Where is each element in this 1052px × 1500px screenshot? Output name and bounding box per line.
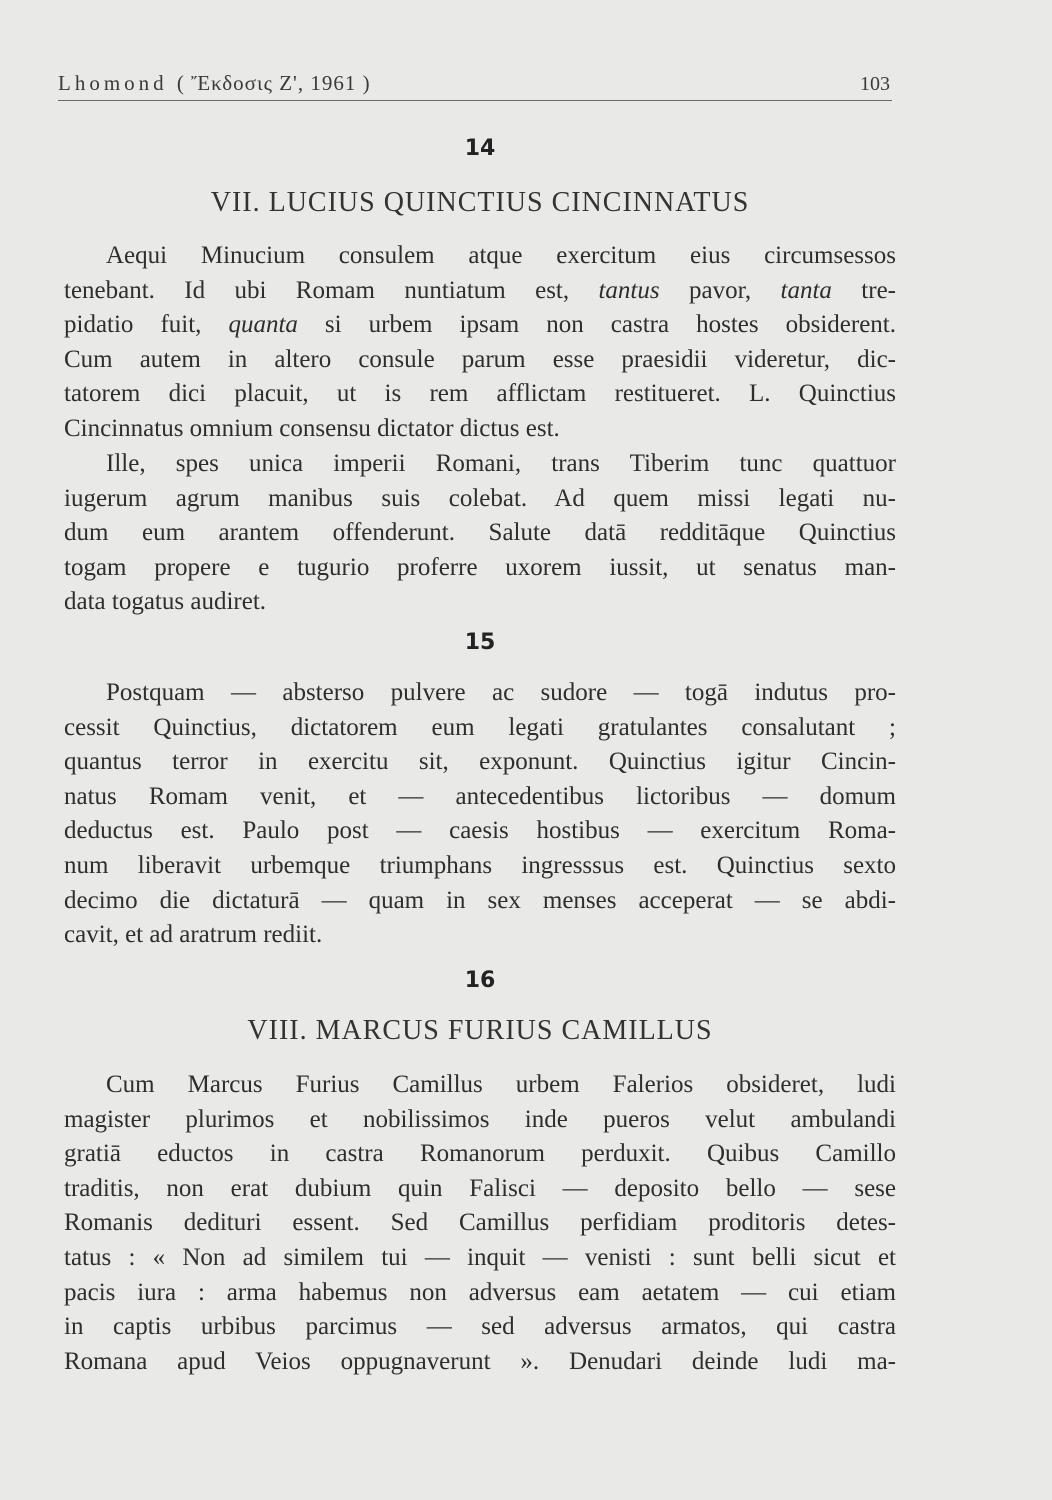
paragraph-postquam <box>64 676 896 953</box>
section-number-16: 16 <box>464 968 496 993</box>
paragraph-cum-marcus <box>64 1068 896 1379</box>
text-line: Cum autem in altero consule parum esse praesidii videretur, dic- <box>64 345 896 373</box>
header-edition: ( Ἔκδοσις Ζ', 1961 ) <box>176 71 371 95</box>
text-line: traditis, non erat dubium quin Falisci — deposito bello — sese <box>64 1174 896 1202</box>
text-line: data togatus audiret. <box>64 588 267 616</box>
text-line: Romana apud Veios oppugnaverunt ». Denudari deinde ludi ma- <box>64 1347 896 1375</box>
text-line: dum eum arantem offenderunt. Salute datā redditāque Quinctius <box>64 519 896 547</box>
text-line: in captis urbibus parcimus — sed adversus armatos, qui castra <box>64 1313 896 1341</box>
text-line: Aequi Minucium consulem atque exercitum eius circumsessos <box>106 242 896 269</box>
text-line: togam propere e tugurio proferre uxorem iussit, ut senatus man- <box>64 553 896 581</box>
text-line: quantus terror in exercitu sit, exponunt. Quinctius igitur Cincin- <box>64 748 896 776</box>
chapter-title-vii: VII. LUCIUS QUINCTIUS CINCINNATUS <box>210 187 750 218</box>
text-line: Romanis dedituri essent. Sed Camillus perfidiam proditoris detes- <box>64 1209 896 1237</box>
paragraph-aequi <box>64 239 896 447</box>
text-line: cavit, et ad aratrum rediit. <box>64 921 323 949</box>
text-line: iugerum agrum manibus suis colebat. Ad quem missi legati nu- <box>64 484 896 512</box>
text-line: magister plurimos et nobilissimos inde pueros velut ambulandi <box>64 1105 896 1133</box>
text-line: natus Romam venit, et — antecedentibus lictoribus — domum <box>64 782 896 810</box>
text-line: tatorem dici placuit, ut is rem afflictam restitueret. L. Quinctius <box>64 380 896 408</box>
text-line: tenebant. Id ubi Romam nuntiatum est, tantus pavor, tanta tre- <box>64 276 896 304</box>
text-line: tatus : « Non ad similem tui — inquit — venisti : sunt belli sicut et <box>64 1243 896 1271</box>
paragraph-ille <box>64 447 896 620</box>
text-line: Ille, spes unica imperii Romani, trans Tiberim tunc quattuor <box>106 450 896 477</box>
text-line: deductus est. Paulo post — caesis hostibus — exercitum Roma- <box>64 817 896 845</box>
text-line: gratiā eductos in castra Romanorum perduxit. Quibus Camillo <box>64 1140 896 1168</box>
chapter-title-viii: VIII. MARCUS FURIUS CAMILLUS <box>247 1015 713 1046</box>
text-line: pacis iura : arma habemus non adversus eam aetatem — cui etiam <box>64 1278 896 1306</box>
text-line: Cincinnatus omnium consensu dictator dictus est. <box>64 414 560 442</box>
header-author: Lhomond <box>58 71 168 95</box>
running-header <box>58 64 892 101</box>
text-line: cessit Quinctius, dictatorem eum legati gratulantes consalutant ; <box>64 713 896 741</box>
section-number-15: 15 <box>464 630 496 655</box>
text-line: pidatio fuit, quanta si urbem ipsam non castra hostes obsiderent. <box>64 311 896 339</box>
text-line: Cum Marcus Furius Camillus urbem Falerios obsideret, ludi <box>106 1071 896 1098</box>
page-number: 103 <box>860 73 890 95</box>
text-line: num liberavit urbemque triumphans ingresssus est. Quinctius sexto <box>64 851 896 879</box>
section-number-14: 14 <box>464 136 496 161</box>
text-line: decimo die dictaturā — quam in sex menses acceperat — se abdi- <box>64 886 896 914</box>
text-line: Postquam — absterso pulvere ac sudore — togā indutus pro- <box>106 679 896 706</box>
